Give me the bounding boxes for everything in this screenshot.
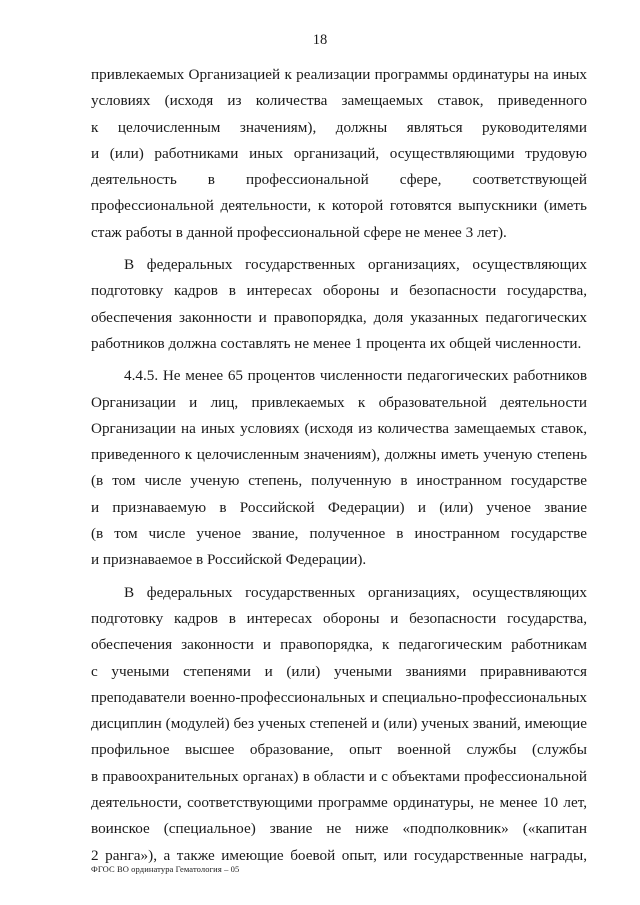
text-line: 4.4.5. Не менее 65 процентов численности педагогических работников: [124, 367, 587, 385]
text-line: В федеральных государственных организациях, осуществляющих: [124, 583, 587, 601]
text-line: деятельности, соответствующими программе ординатуры, не менее 10 лет,: [91, 794, 587, 812]
text-line: приведенного к целочисленным значениям), должны иметь ученую степень: [91, 446, 587, 464]
text-line: деятельность в профессиональной сфере, соответствующей: [91, 171, 587, 189]
text-line: в правоохранительных органах) в области и с объектами профессиональной: [91, 767, 587, 785]
text-line: 2 ранга»), а также имеющие боевой опыт, или государственные награды,: [91, 846, 587, 864]
text-line: с учеными степенями и (или) учеными званиями приравниваются: [91, 662, 587, 680]
text-line: к целочисленным значениям), должны являться руководителями: [91, 118, 587, 136]
text-line: профильное высшее образование, опыт военной службы (службы: [91, 741, 587, 759]
text-line: и признаваемое в Российской Федерации).: [91, 551, 367, 569]
text-line: преподаватели военно-профессиональных и специально-профессиональных: [91, 688, 587, 706]
text-line: (в том числе ученую степень, полученную в иностранном государстве: [91, 472, 587, 490]
page-number: 18: [312, 32, 328, 48]
footer-note: ФГОС ВО ординатура Гематология – 05: [91, 864, 240, 874]
text-line: (в том числе ученое звание, полученное в иностранном государстве: [91, 525, 587, 543]
text-line: обеспечения законности и правопорядка, доля указанных педагогических: [91, 308, 587, 326]
text-line: и признаваемую в Российской Федерации) и (или) ученое звание: [91, 498, 587, 516]
text-line: и (или) работниками иных организаций, осуществляющими трудовую: [91, 144, 587, 162]
text-line: дисциплин (модулей) без ученых степеней и (или) ученых званий, имеющие: [91, 715, 587, 733]
text-line: привлекаемых Организацией к реализации программы ординатуры на иных: [91, 66, 587, 83]
text-line: профессиональной деятельности, к которой готовятся выпускники (иметь: [91, 197, 587, 215]
text-line: воинское (специальное) звание не ниже «подполковник» («капитан: [91, 820, 587, 838]
text-line: условиях (исходя из количества замещаемых ставок, приведенного: [91, 92, 587, 110]
text-line: стаж работы в данной профессиональной сфере не менее 3 лет).: [91, 223, 507, 241]
text-line: Организации и лиц, привлекаемых к образовательной деятельности: [91, 393, 587, 411]
text-line: Организации на иных условиях (исходя из количества замещаемых ставок,: [91, 419, 587, 437]
text-line: работников должна составлять не менее 1 процента их общей численности.: [91, 334, 582, 352]
text-line: подготовку кадров в интересах обороны и безопасности государства,: [91, 282, 587, 300]
text-line: подготовку кадров в интересах обороны и безопасности государства,: [91, 609, 587, 627]
text-line: обеспечения законности и правопорядка, к педагогическим работникам: [91, 636, 587, 654]
body-text: [91, 62, 587, 869]
text-line: В федеральных государственных организациях, осуществляющих: [124, 256, 587, 274]
